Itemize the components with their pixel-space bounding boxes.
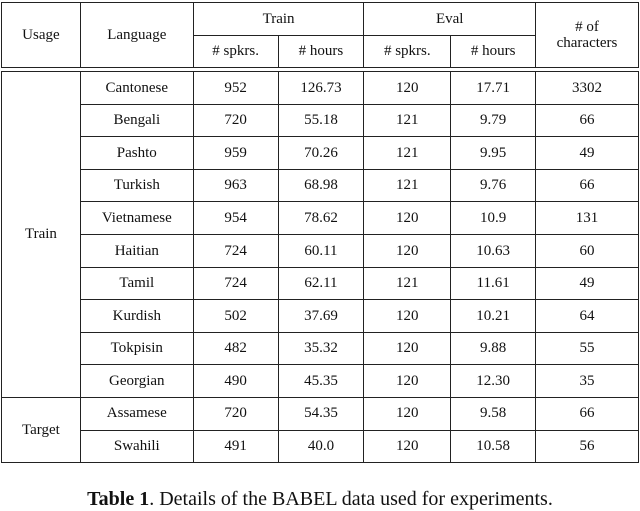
cell-train-spkrs: 720 <box>193 397 278 430</box>
header-eval-spkrs: # spkrs. <box>364 36 451 68</box>
table-row <box>2 365 639 398</box>
cell-usage: Train <box>2 72 81 398</box>
cell-train-hours: 78.62 <box>278 202 364 235</box>
cell-eval-hours: 9.95 <box>451 137 536 170</box>
cell-eval-spkrs: 121 <box>364 169 451 202</box>
cell-train-spkrs: 502 <box>193 300 278 333</box>
header-train: Train <box>193 3 364 36</box>
cell-eval-hours: 10.63 <box>451 234 536 267</box>
cell-eval-spkrs: 120 <box>364 202 451 235</box>
cell-train-spkrs: 963 <box>193 169 278 202</box>
cell-eval-spkrs: 120 <box>364 365 451 398</box>
cell-eval-spkrs: 120 <box>364 332 451 365</box>
cell-language: Georgian <box>80 365 193 398</box>
cell-characters: 64 <box>536 300 639 333</box>
babel-data-table <box>1 2 639 463</box>
header-characters <box>536 3 639 68</box>
table-row <box>2 300 639 333</box>
cell-eval-hours: 10.58 <box>451 430 536 463</box>
cell-characters: 60 <box>536 234 639 267</box>
header-eval: Eval <box>364 3 536 36</box>
header-train-spkrs: # spkrs. <box>193 36 278 68</box>
header-eval-hours: # hours <box>451 36 536 68</box>
cell-train-hours: 62.11 <box>278 267 364 300</box>
cell-eval-hours: 10.21 <box>451 300 536 333</box>
cell-eval-hours: 9.58 <box>451 397 536 430</box>
cell-characters: 55 <box>536 332 639 365</box>
cell-eval-spkrs: 120 <box>364 300 451 333</box>
cell-characters: 66 <box>536 104 639 137</box>
cell-eval-hours: 9.79 <box>451 104 536 137</box>
cell-characters: 49 <box>536 137 639 170</box>
cell-train-spkrs: 491 <box>193 430 278 463</box>
cell-train-hours: 40.0 <box>278 430 364 463</box>
cell-language: Swahili <box>80 430 193 463</box>
table-row <box>2 234 639 267</box>
cell-characters: 56 <box>536 430 639 463</box>
cell-eval-spkrs: 120 <box>364 430 451 463</box>
cell-eval-hours: 9.76 <box>451 169 536 202</box>
cell-train-spkrs: 724 <box>193 267 278 300</box>
table-row <box>2 397 639 430</box>
cell-train-hours: 35.32 <box>278 332 364 365</box>
cell-eval-hours: 12.30 <box>451 365 536 398</box>
cell-train-hours: 45.35 <box>278 365 364 398</box>
cell-eval-spkrs: 121 <box>364 267 451 300</box>
cell-train-spkrs: 959 <box>193 137 278 170</box>
cell-train-spkrs: 952 <box>193 72 278 105</box>
cell-usage: Target <box>2 397 81 462</box>
header-train-hours: # hours <box>278 36 364 68</box>
cell-language: Turkish <box>80 169 193 202</box>
cell-language: Pashto <box>80 137 193 170</box>
table-row <box>2 430 639 463</box>
cell-train-hours: 37.69 <box>278 300 364 333</box>
header-language: Language <box>80 3 193 68</box>
cell-train-spkrs: 720 <box>193 104 278 137</box>
cell-characters: 131 <box>536 202 639 235</box>
cell-language: Kurdish <box>80 300 193 333</box>
table-row <box>2 202 639 235</box>
cell-eval-spkrs: 121 <box>364 104 451 137</box>
table-row <box>2 137 639 170</box>
cell-language: Assamese <box>80 397 193 430</box>
cell-language: Tokpisin <box>80 332 193 365</box>
table-caption <box>0 488 640 511</box>
cell-eval-hours: 10.9 <box>451 202 536 235</box>
cell-characters: 49 <box>536 267 639 300</box>
cell-language: Vietnamese <box>80 202 193 235</box>
cell-characters: 3302 <box>536 72 639 105</box>
cell-train-hours: 60.11 <box>278 234 364 267</box>
cell-characters: 66 <box>536 397 639 430</box>
cell-train-hours: 54.35 <box>278 397 364 430</box>
cell-language: Tamil <box>80 267 193 300</box>
table-row <box>2 169 639 202</box>
cell-train-spkrs: 724 <box>193 234 278 267</box>
cell-language: Bengali <box>80 104 193 137</box>
cell-eval-hours: 17.71 <box>451 72 536 105</box>
cell-train-spkrs: 482 <box>193 332 278 365</box>
cell-eval-spkrs: 120 <box>364 234 451 267</box>
caption-text: . Details of the BABEL data used for experiments. <box>149 488 553 510</box>
cell-eval-hours: 9.88 <box>451 332 536 365</box>
cell-train-hours: 126.73 <box>278 72 364 105</box>
header-characters-label: # of characters <box>556 18 618 51</box>
cell-train-hours: 70.26 <box>278 137 364 170</box>
cell-characters: 35 <box>536 365 639 398</box>
cell-eval-spkrs: 121 <box>364 137 451 170</box>
cell-train-hours: 68.98 <box>278 169 364 202</box>
cell-eval-spkrs: 120 <box>364 72 451 105</box>
caption-label: Table 1 <box>87 488 150 510</box>
cell-language: Cantonese <box>80 72 193 105</box>
cell-eval-hours: 11.61 <box>451 267 536 300</box>
table-row <box>2 104 639 137</box>
table-body <box>2 72 639 463</box>
cell-train-hours: 55.18 <box>278 104 364 137</box>
table-row <box>2 72 639 105</box>
table-row <box>2 332 639 365</box>
table-row <box>2 267 639 300</box>
cell-train-spkrs: 490 <box>193 365 278 398</box>
cell-train-spkrs: 954 <box>193 202 278 235</box>
header-usage: Usage <box>2 3 81 68</box>
cell-language: Haitian <box>80 234 193 267</box>
cell-characters: 66 <box>536 169 639 202</box>
cell-eval-spkrs: 120 <box>364 397 451 430</box>
